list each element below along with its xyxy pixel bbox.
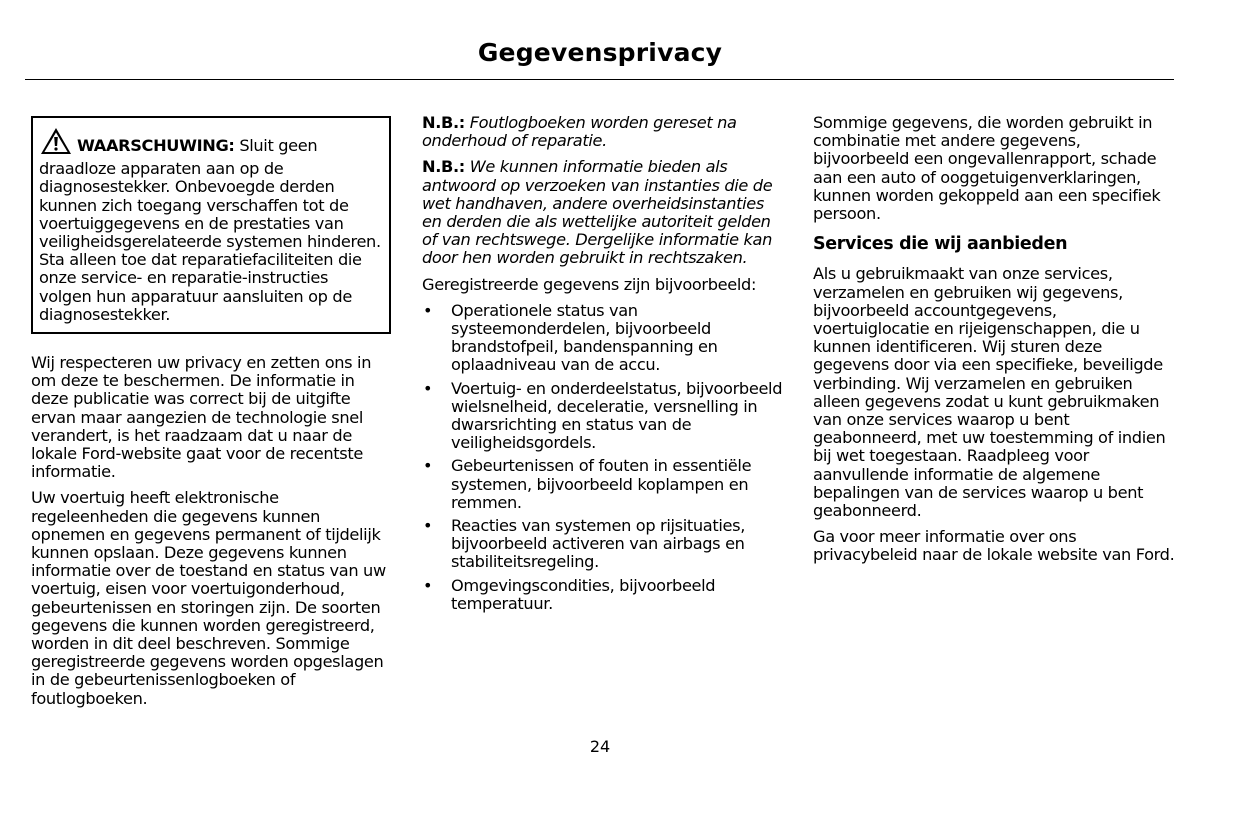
bullet-icon: • [423,300,433,320]
section-heading-services: Services die wij aanbieden [813,234,1068,255]
privacy-intro-paragraph: Wij respecteren uw privacy en zetten ons in om deze te beschermen. De informatie in deze publicatie was correct bij de uitgifte ervan maar aangezien de technologie snel verandert, is het raadzaam dat u naar de lokale Ford-website gaat voor de recentste informatie. [31,353,372,482]
page-number: 24 [589,737,611,756]
recorded-data-list [422,302,784,613]
title-divider [25,79,1174,80]
bullet-icon: • [423,378,433,398]
bullet-icon: • [423,516,433,536]
list-item [422,517,784,572]
note-text: Foutlogboeken worden gereset na onderhoud of reparatie. [422,113,737,151]
list-item-text: Gebeurtenissen of fouten in essentiële systemen, bijvoorbeeld koplampen en remmen. [451,456,752,512]
column-middle [422,114,784,621]
privacy-policy-paragraph: Ga voor meer informatie over ons privacybeleid naar de lokale website van Ford. [813,527,1175,565]
note-authorities [422,158,784,267]
list-item-text: Omgevingscondities, bijvoorbeeld temperatuur. [451,575,716,613]
warning-box [31,116,391,334]
bullet-icon: • [423,456,433,476]
note-fault-logs [422,114,784,150]
list-item [422,457,784,512]
linked-data-paragraph: Sommige gegevens, die worden gebruikt in combinatie met andere gegevens, bijvoorbeeld een ongevallenrapport, schade aan een auto of ooggetuigenverklaringen, kunnen worden gekoppeld aan een specifiek persoon. [813,113,1161,224]
list-item [422,302,784,375]
note-label: N.B.: [422,157,465,177]
list-item-text: Operationele status van systeemonderdelen, bijvoorbeeld brandstofpeil, bandenspanning en oplaadniveau van de accu. [451,300,718,375]
list-item-text: Reacties van systemen op rijsituaties, bijvoorbeeld activeren van airbags en stabiliteitsregeling. [451,516,745,572]
services-paragraph: Als u gebruikmaakt van onze services, verzamelen en gebruiken wij gegevens, bijvoorbeeld accountgegevens, voertuiglocatie en rijeigenschappen, die u kunnen identificeren. Wij sturen deze gegevens door via een specifieke, beveiligde verbinding. Wij verzamelen en gebruiken alleen gegevens zodat u kunt gebruikmaken van onze services waarop u bent geabonneerd, met uw toestemming of indien bij wet toegestaan. Raadpleeg voor aanvullende informatie de algemene bepalingen van de services waarop u bent geabonneerd. [813,264,1166,521]
warning-label: WAARSCHUWING: [77,136,235,155]
recorded-data-intro: Geregistreerde gegevens zijn bijvoorbeeld: [422,274,757,294]
control-units-paragraph: Uw voertuig heeft elektronische regeleenheden die gegevens kunnen opnemen en gegevens permanent of tijdelijk kunnen opslaan. Deze gegevens kunnen informatie over de toestand en status van uw voertuig, eisen voor voertuigonderhoud, gebeurtenissen en storingen zijn. De soorten gegevens die kunnen worden geregistreerd, worden in dit deel beschreven. Sommige geregistreerde gegevens worden opgeslagen in de gebeurtenissenlogboeken of foutlogboeken. [31,488,386,708]
page-title: Gegevensprivacy [477,38,723,67]
list-item [422,380,784,453]
warning-triangle-icon [39,126,73,160]
column-left [31,114,391,716]
note-label: N.B.: [422,113,465,132]
list-item [422,577,784,613]
note-text: We kunnen informatie bieden als antwoord op verzoeken van instanties die de wet handhaven, andere overheidsinstanties en derden die als wettelijke autoriteit gelden of van rechtswege. Dergelijke informatie kan door hen worden gebruikt in rechtszaken. [422,157,773,268]
list-item-text: Voertuig- en onderdeelstatus, bijvoorbeeld wielsnelheid, deceleratie, versnelling in dwarsrichting en status van de veiligheidsgordels. [451,378,783,453]
warning-text: Sluit geen draadloze apparaten aan op de diagnosestekker. Onbevoegde derden kunnen zich toegang verschaffen tot de voertuiggegevens en de prestaties van veiligheidsgerelateerde systemen hinderen. Sta alleen toe dat reparatiefaciliteiten die onze service- en reparatie-instructies volgen hun apparatuur aansluiten op de diagnosestekker. [39,136,381,324]
bullet-icon: • [423,575,433,595]
column-right [813,114,1175,573]
